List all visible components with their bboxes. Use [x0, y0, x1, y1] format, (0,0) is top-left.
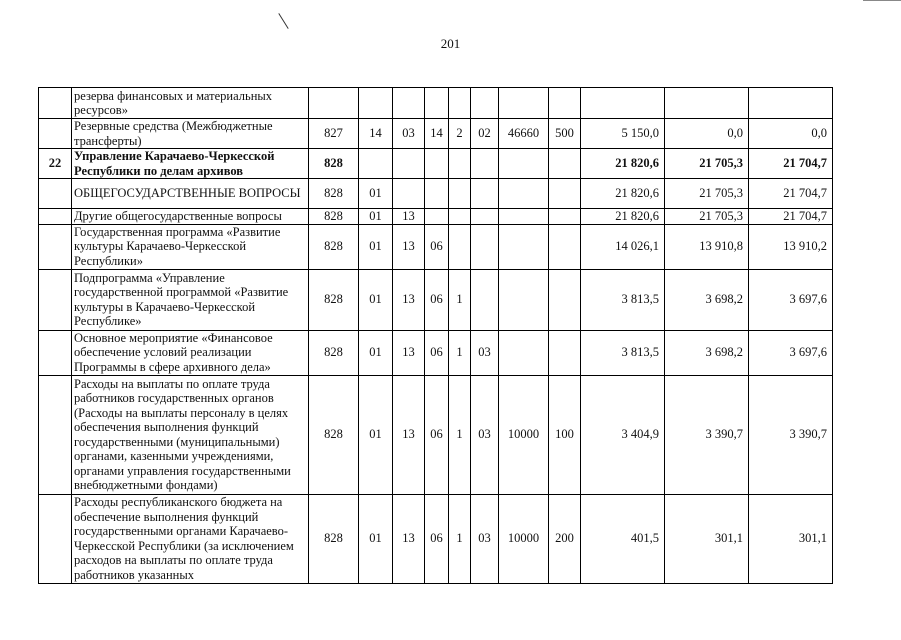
subprogram-code-cell: 1	[449, 330, 471, 375]
amount-year3-cell: 3 697,6	[749, 330, 833, 375]
direction-code-cell	[499, 224, 549, 269]
section-code-cell: 01	[359, 209, 393, 225]
program-code-cell	[425, 209, 449, 225]
expense-type-cell: 100	[549, 375, 581, 494]
admin-code-cell: 827	[309, 119, 359, 149]
subprogram-code-cell: 2	[449, 119, 471, 149]
section-code-cell	[359, 88, 393, 119]
subprogram-code-cell	[449, 209, 471, 225]
table-row	[39, 494, 833, 583]
expense-type-cell	[549, 330, 581, 375]
subsection-code-cell: 13	[393, 269, 425, 330]
table-row	[39, 119, 833, 149]
admin-code-cell: 828	[309, 224, 359, 269]
admin-code-cell: 828	[309, 375, 359, 494]
expense-type-cell: 500	[549, 119, 581, 149]
table-row	[39, 224, 833, 269]
amount-year2-cell	[665, 88, 749, 119]
direction-code-cell	[499, 269, 549, 330]
program-code-cell: 06	[425, 269, 449, 330]
item-name-cell: Государственная программа «Развитие культуры Карачаево-Черкесской Республики»	[72, 224, 309, 269]
row-number-cell	[39, 88, 72, 119]
amount-year1-cell: 3 813,5	[581, 269, 665, 330]
subsection-code-cell	[393, 88, 425, 119]
admin-code-cell: 828	[309, 179, 359, 209]
program-code-cell: 06	[425, 224, 449, 269]
event-code-cell: 03	[471, 494, 499, 583]
expense-type-cell	[549, 88, 581, 119]
event-code-cell	[471, 88, 499, 119]
amount-year3-cell: 21 704,7	[749, 179, 833, 209]
event-code-cell	[471, 179, 499, 209]
amount-year1-cell: 14 026,1	[581, 224, 665, 269]
item-name-cell: Резервные средства (Межбюджетные трансферты)	[72, 119, 309, 149]
subsection-code-cell: 03	[393, 119, 425, 149]
table-row	[39, 375, 833, 494]
item-name-cell: Расходы республиканского бюджета на обеспечение выполнения функций государственными органами Карачаево-Черкесской Республики (за исключением расходов на выплаты по оплате труда работников указанных	[72, 494, 309, 583]
event-code-cell: 02	[471, 119, 499, 149]
section-code-cell: 01	[359, 330, 393, 375]
admin-code-cell: 828	[309, 269, 359, 330]
admin-code-cell	[309, 88, 359, 119]
subsection-code-cell: 13	[393, 494, 425, 583]
budget-table	[38, 87, 833, 584]
item-name-cell: Расходы на выплаты по оплате труда работников государственных органов (Расходы на выплаты персоналу в целях обеспечения выполнения функций государственными (муниципальными) органами, казенными учреждениями, органами управления государственными внебюджетными фондами)	[72, 375, 309, 494]
section-code-cell: 01	[359, 494, 393, 583]
event-code-cell	[471, 269, 499, 330]
event-code-cell	[471, 224, 499, 269]
subprogram-code-cell: 1	[449, 494, 471, 583]
direction-code-cell	[499, 149, 549, 179]
table-row	[39, 179, 833, 209]
subprogram-code-cell	[449, 88, 471, 119]
amount-year2-cell: 21 705,3	[665, 209, 749, 225]
program-code-cell	[425, 149, 449, 179]
subprogram-code-cell	[449, 224, 471, 269]
table-row	[39, 149, 833, 179]
expense-type-cell	[549, 149, 581, 179]
subsection-code-cell	[393, 179, 425, 209]
item-name-cell: Основное мероприятие «Финансовое обеспечение условий реализации Программы в сфере архивного дела»	[72, 330, 309, 375]
amount-year3-cell: 301,1	[749, 494, 833, 583]
admin-code-cell: 828	[309, 494, 359, 583]
amount-year1-cell: 5 150,0	[581, 119, 665, 149]
item-name-cell: Другие общегосударственные вопросы	[72, 209, 309, 225]
amount-year1-cell: 21 820,6	[581, 179, 665, 209]
section-code-cell: 01	[359, 224, 393, 269]
event-code-cell: 03	[471, 375, 499, 494]
program-code-cell	[425, 179, 449, 209]
section-code-cell	[359, 149, 393, 179]
program-code-cell: 06	[425, 375, 449, 494]
direction-code-cell: 46660	[499, 119, 549, 149]
program-code-cell: 14	[425, 119, 449, 149]
item-name-cell: резерва финансовых и материальных ресурсов»	[72, 88, 309, 119]
amount-year1-cell: 21 820,6	[581, 209, 665, 225]
program-code-cell: 06	[425, 494, 449, 583]
amount-year2-cell: 21 705,3	[665, 149, 749, 179]
amount-year3-cell: 3 697,6	[749, 269, 833, 330]
direction-code-cell	[499, 88, 549, 119]
row-number-cell	[39, 269, 72, 330]
amount-year3-cell: 0,0	[749, 119, 833, 149]
subsection-code-cell	[393, 149, 425, 179]
amount-year3-cell: 21 704,7	[749, 149, 833, 179]
row-number-cell	[39, 224, 72, 269]
amount-year3-cell: 21 704,7	[749, 209, 833, 225]
program-code-cell: 06	[425, 330, 449, 375]
amount-year1-cell: 3 813,5	[581, 330, 665, 375]
amount-year2-cell: 3 390,7	[665, 375, 749, 494]
subprogram-code-cell	[449, 149, 471, 179]
table-row	[39, 88, 833, 119]
subsection-code-cell: 13	[393, 224, 425, 269]
scan-mark	[278, 13, 288, 29]
amount-year1-cell: 3 404,9	[581, 375, 665, 494]
event-code-cell	[471, 209, 499, 225]
section-code-cell: 01	[359, 375, 393, 494]
direction-code-cell: 10000	[499, 494, 549, 583]
section-code-cell: 01	[359, 179, 393, 209]
row-number-cell	[39, 119, 72, 149]
amount-year1-cell: 21 820,6	[581, 149, 665, 179]
event-code-cell: 03	[471, 330, 499, 375]
table-row	[39, 209, 833, 225]
amount-year2-cell: 0,0	[665, 119, 749, 149]
expense-type-cell	[549, 179, 581, 209]
page-number: 201	[440, 36, 461, 51]
item-name-cell: ОБЩЕГОСУДАРСТВЕННЫЕ ВОПРОСЫ	[72, 179, 309, 209]
expense-type-cell	[549, 269, 581, 330]
row-number-cell	[39, 375, 72, 494]
amount-year2-cell: 13 910,8	[665, 224, 749, 269]
expense-type-cell	[549, 209, 581, 225]
amount-year2-cell: 301,1	[665, 494, 749, 583]
row-number-cell	[39, 209, 72, 225]
subsection-code-cell: 13	[393, 375, 425, 494]
row-number-cell	[39, 330, 72, 375]
amount-year2-cell: 21 705,3	[665, 179, 749, 209]
amount-year2-cell: 3 698,2	[665, 269, 749, 330]
subprogram-code-cell: 1	[449, 375, 471, 494]
table-row	[39, 330, 833, 375]
program-code-cell	[425, 88, 449, 119]
amount-year2-cell: 3 698,2	[665, 330, 749, 375]
amount-year1-cell: 401,5	[581, 494, 665, 583]
amount-year3-cell	[749, 88, 833, 119]
admin-code-cell: 828	[309, 330, 359, 375]
section-code-cell: 01	[359, 269, 393, 330]
expense-type-cell: 200	[549, 494, 581, 583]
table-body	[39, 88, 833, 584]
admin-code-cell: 828	[309, 149, 359, 179]
direction-code-cell	[499, 179, 549, 209]
row-number-cell	[39, 494, 72, 583]
subsection-code-cell: 13	[393, 209, 425, 225]
row-number-cell	[39, 179, 72, 209]
section-code-cell: 14	[359, 119, 393, 149]
admin-code-cell: 828	[309, 209, 359, 225]
amount-year1-cell	[581, 88, 665, 119]
event-code-cell	[471, 149, 499, 179]
item-name-cell: Подпрограмма «Управление государственной программой «Развитие культуры в Карачаево-Черкесской Республике»	[72, 269, 309, 330]
expense-type-cell	[549, 224, 581, 269]
amount-year3-cell: 13 910,2	[749, 224, 833, 269]
row-number-cell: 22	[39, 149, 72, 179]
subprogram-code-cell: 1	[449, 269, 471, 330]
item-name-cell: Управление Карачаево-Черкесской Республики по делам архивов	[72, 149, 309, 179]
top-rule	[863, 0, 901, 1]
direction-code-cell: 10000	[499, 375, 549, 494]
direction-code-cell	[499, 209, 549, 225]
direction-code-cell	[499, 330, 549, 375]
table-row	[39, 269, 833, 330]
subsection-code-cell: 13	[393, 330, 425, 375]
subprogram-code-cell	[449, 179, 471, 209]
amount-year3-cell: 3 390,7	[749, 375, 833, 494]
